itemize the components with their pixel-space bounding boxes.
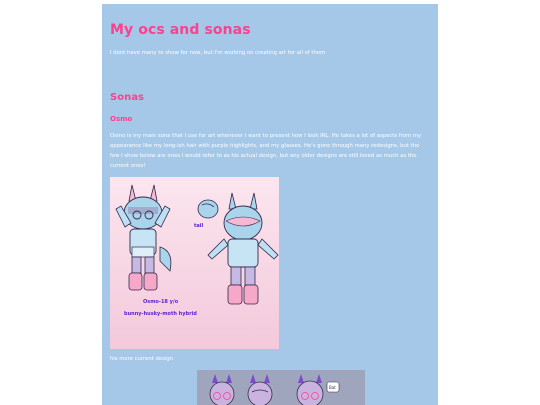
page-title: My ocs and sonas (110, 22, 251, 38)
tail-detail (198, 200, 218, 218)
section-heading-sonas: Sonas (110, 92, 144, 103)
reference-sheet-image (110, 177, 279, 349)
content-column (102, 4, 438, 405)
character-description: Osmo is my main sona that I use for art whenever I want to present how I look IRL. He takes a lot of aspects from my appearance like my long-ish hair with purple highlights, and my glasses. He's gone through many redesigns, but the few I show below are ones I would refer to as his actual design, but any older designs are still loved as much as the current ones! (110, 133, 422, 169)
character-name: Osmo (110, 115, 133, 123)
image-caption: his more current design (110, 356, 174, 362)
species-label: bunny-husky-moth hybrid (124, 311, 197, 317)
character-age-label: Osmo-18 y/o (143, 299, 179, 305)
intro-text: I dont have many to show for now, but I'm working on creating art for all of them (110, 50, 326, 56)
tail-label: tail (194, 223, 204, 229)
current-design-image (197, 370, 365, 405)
sticker-text: Bat (329, 385, 336, 390)
